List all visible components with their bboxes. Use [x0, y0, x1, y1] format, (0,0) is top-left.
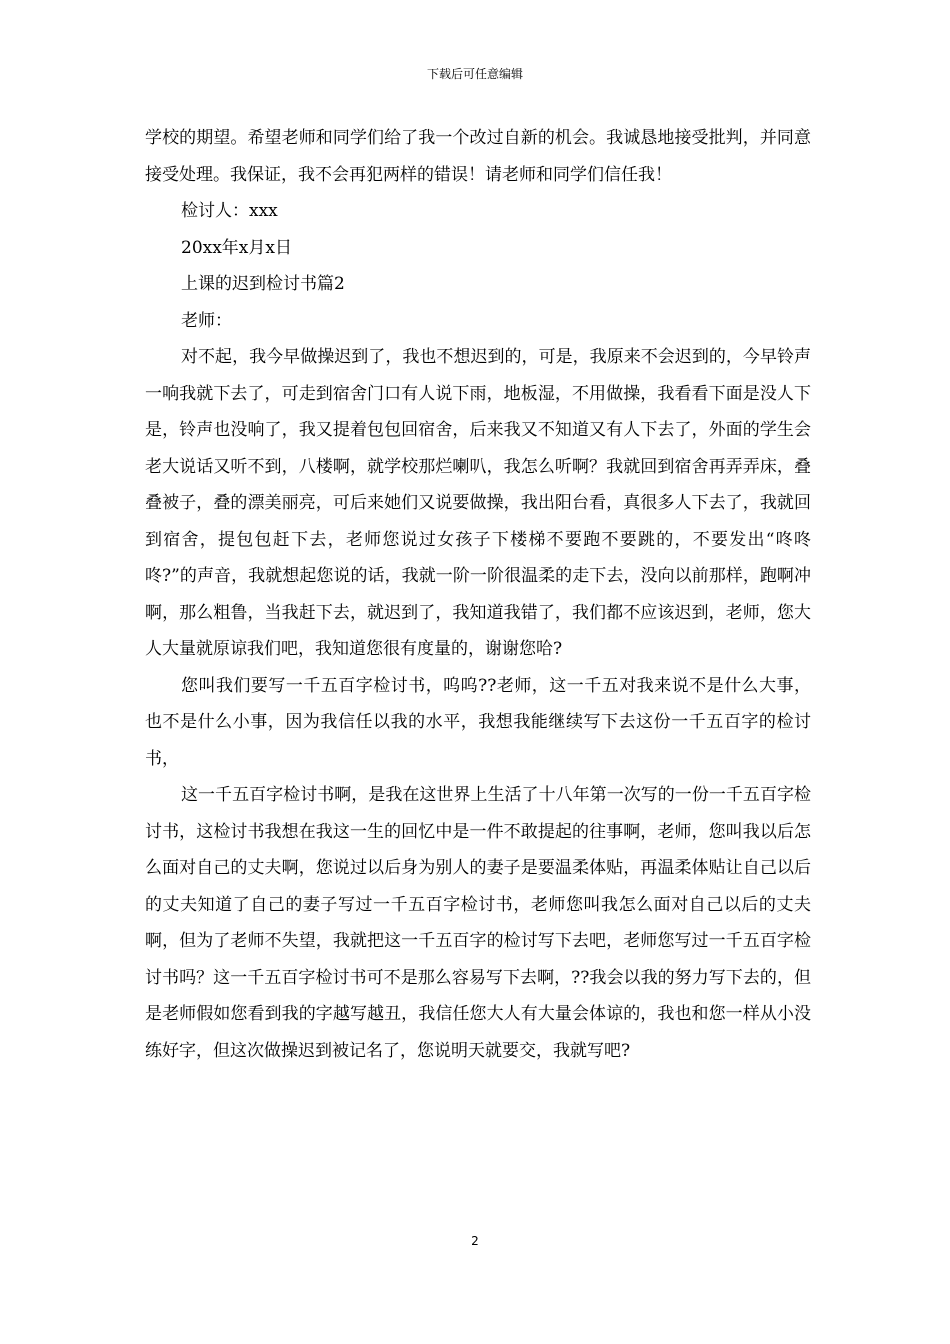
page-number: 2	[471, 1234, 479, 1248]
salutation: 老师：	[181, 310, 232, 331]
body-paragraph: 您叫我们要写一千五百字检讨书，呜呜??老师，这一千五对我来说不是什么大事，也不是什么小事，因为我信任以我的水平，我想我能继续写下去这份一千五百字的检讨书，	[145, 675, 811, 769]
body-paragraph: 对不起，我今早做操迟到了，我也不想迟到的，可是，我原来不会迟到的，今早铃声一响我就下去了，可走到宿舍门口有人说下雨，地板湿，不用做操，我看看下面是没人下是，铃声也没响了，我又提着包包回宿舍，后来我又不知道又有人下去了，外面的学生会老大说话又听不到，八楼啊，就学校那烂喇叭，我怎么听啊？我就回到宿舍再弄弄床，叠叠被子，叠的漂美丽亮，可后来她们又说要做操，我出阳台看，真很多人下去了，我就回到宿舍，提包包赶下去，老师您说过女孩子下楼梯不要跑不要跳的，不要发出“咚咚咚?”的声音，我就想起您说的话，我就一阶一阶很温柔的走下去，没向以前那样，跑啊冲啊，那么粗鲁，当我赶下去，就迟到了，我知道我错了，我们都不应该迟到，老师，您大人大量就原谅我们吧，我知道您很有度量的，谢谢您哈?	[145, 347, 811, 659]
body-paragraph: 这一千五百字检讨书啊，是我在这世界上生活了十八年第一次写的一份一千五百字检讨书，这检讨书我想在我这一生的回忆中是一件不敢提起的往事啊，老师，您叫我以后怎么面对自己的丈夫啊，您说过以后身为别人的妻子是要温柔体贴，再温柔体贴让自己以后的丈夫知道了自己的妻子写过一千五百字检讨书，老师您叫我怎么面对自己以后的丈夫啊，但为了老师不失望，我就把这一千五百字的检讨写下去吧，老师您写过一千五百字检讨书吗？这一千五百字检讨书可不是那么容易写下去啊，??我会以我的努力写下去的，但是老师假如您看到我的字越写越丑，我信任您大人有大量会体谅的，我也和您一样从小没练好字，但这次做操迟到被记名了，您说明天就要交，我就写吧?	[145, 785, 811, 1061]
document-body	[145, 120, 811, 1069]
signature-line: 检讨人：xxx	[181, 201, 278, 221]
page-header: 下载后可任意编辑	[426, 67, 523, 81]
paragraph-continuation: 学校的期望。希望老师和同学们给了我一个改过自新的机会。我诚恳地接受批判，并同意接受处理。我保证，我不会再犯两样的错误！请老师和同学们信任我！	[145, 128, 811, 185]
date-line: 20xx年x月x日	[181, 237, 292, 258]
section-title: 上课的迟到检讨书篇2	[181, 274, 345, 294]
